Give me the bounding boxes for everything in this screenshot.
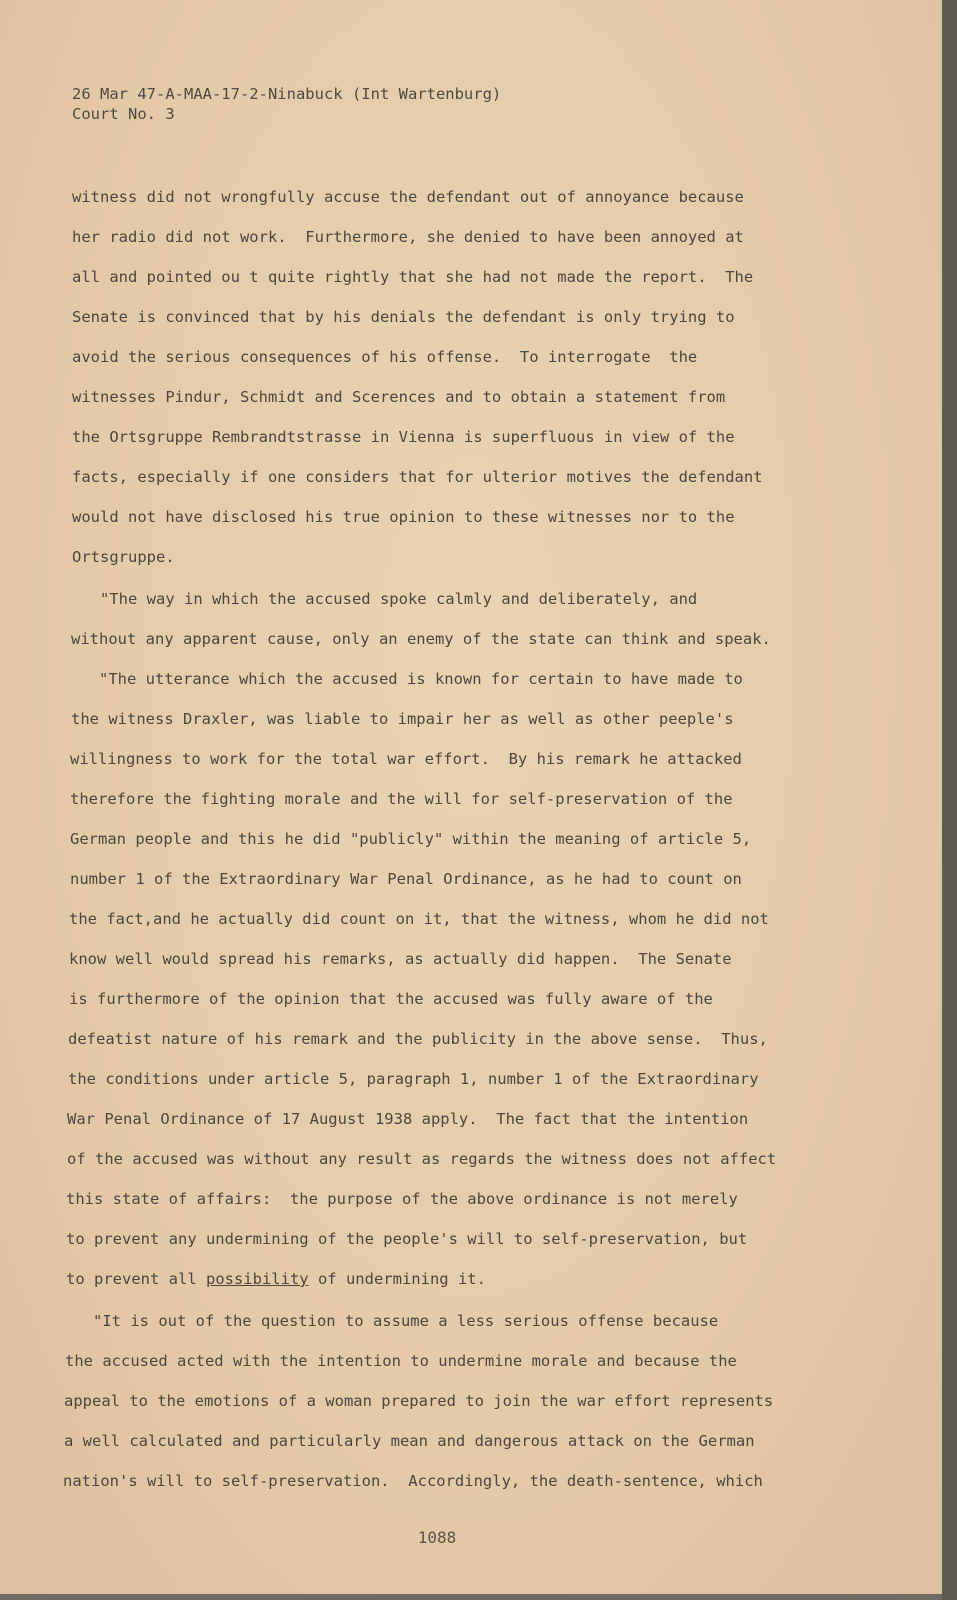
header-case-reference: 26 Mar 47-A-MAA-17-2-Ninabuck (Int Wartenburg) xyxy=(72,85,502,103)
text-line: therefore the fighting morale and the will for self-preservation of the xyxy=(70,790,733,808)
text-line: nation's will to self-preservation. Accordingly, the death-sentence, which xyxy=(63,1472,763,1490)
text-line: the conditions under article 5, paragraph 1, number 1 of the Extraordinary xyxy=(68,1070,759,1088)
text-line: of the accused was without any result as regards the witness does not affect xyxy=(67,1150,777,1168)
text-line: Ortsgruppe. xyxy=(72,548,175,566)
text-line: "The way in which the accused spoke calmly and deliberately, and xyxy=(72,590,698,608)
text-line: all and pointed ou t quite rightly that she had not made the report. The xyxy=(72,268,754,286)
page-edge-shadow xyxy=(942,0,957,1600)
text-line: is furthermore of the opinion that the accused was fully aware of the xyxy=(69,990,713,1008)
text-line: without any apparent cause, only an enemy of the state can think and speak. xyxy=(71,630,771,648)
text-line: this state of affairs: the purpose of the above ordinance is not merely xyxy=(66,1190,738,1208)
text-line: know well would spread his remarks, as actually did happen. The Senate xyxy=(69,950,732,968)
text-line: the fact,and he actually did count on it, that the witness, whom he did not xyxy=(69,910,769,928)
text-line: defeatist nature of his remark and the publicity in the above sense. Thus, xyxy=(68,1030,768,1048)
text-line: avoid the serious consequences of his offense. To interrogate the xyxy=(72,348,698,366)
header-court-number: Court No. 3 xyxy=(72,105,175,123)
document-header xyxy=(72,84,501,124)
text-line: the Ortsgruppe Rembrandtstrasse in Vienna is superfluous in view of the xyxy=(72,428,735,446)
text-line: German people and this he did "publicly" within the meaning of article 5, xyxy=(70,830,752,848)
text-line: facts, especially if one considers that for ulterior motives the defendant xyxy=(72,468,763,486)
text-line xyxy=(66,1269,486,1289)
text-line: to prevent any undermining of the people's will to self-preservation, but xyxy=(66,1230,748,1248)
text-line: the accused acted with the intention to undermine morale and because the xyxy=(65,1352,737,1370)
text-line: "It is out of the question to assume a less serious offense because xyxy=(65,1312,719,1330)
text-line: a well calculated and particularly mean and dangerous attack on the German xyxy=(64,1432,755,1450)
text-line: War Penal Ordinance of 17 August 1938 apply. The fact that the intention xyxy=(67,1110,749,1128)
text-line: witness did not wrongfully accuse the defendant out of annoyance because xyxy=(72,188,744,206)
text-line: the witness Draxler, was liable to impair her as well as other peeple's xyxy=(71,710,734,728)
text-segment: of undermining it. xyxy=(308,1270,486,1288)
text-line: Senate is convinced that by his denials the defendant is only trying to xyxy=(72,308,735,326)
page-number: 1088 xyxy=(417,1528,457,1547)
text-line: witnesses Pindur, Schmidt and Scerences and to obtain a statement from xyxy=(72,388,726,406)
text-line: would not have disclosed his true opinion to these witnesses nor to the xyxy=(72,508,735,526)
text-line: appeal to the emotions of a woman prepared to join the war effort represents xyxy=(64,1392,774,1410)
text-line: her radio did not work. Furthermore, she denied to have been annoyed at xyxy=(72,228,744,246)
text-segment: to prevent all xyxy=(66,1270,206,1288)
underlined-word: possibility xyxy=(205,1270,309,1288)
text-line: number 1 of the Extraordinary War Penal Ordinance, as he had to count on xyxy=(70,870,742,888)
text-line: willingness to work for the total war effort. By his remark he attacked xyxy=(70,750,742,768)
text-line: "The utterance which the accused is known for certain to have made to xyxy=(71,670,743,688)
